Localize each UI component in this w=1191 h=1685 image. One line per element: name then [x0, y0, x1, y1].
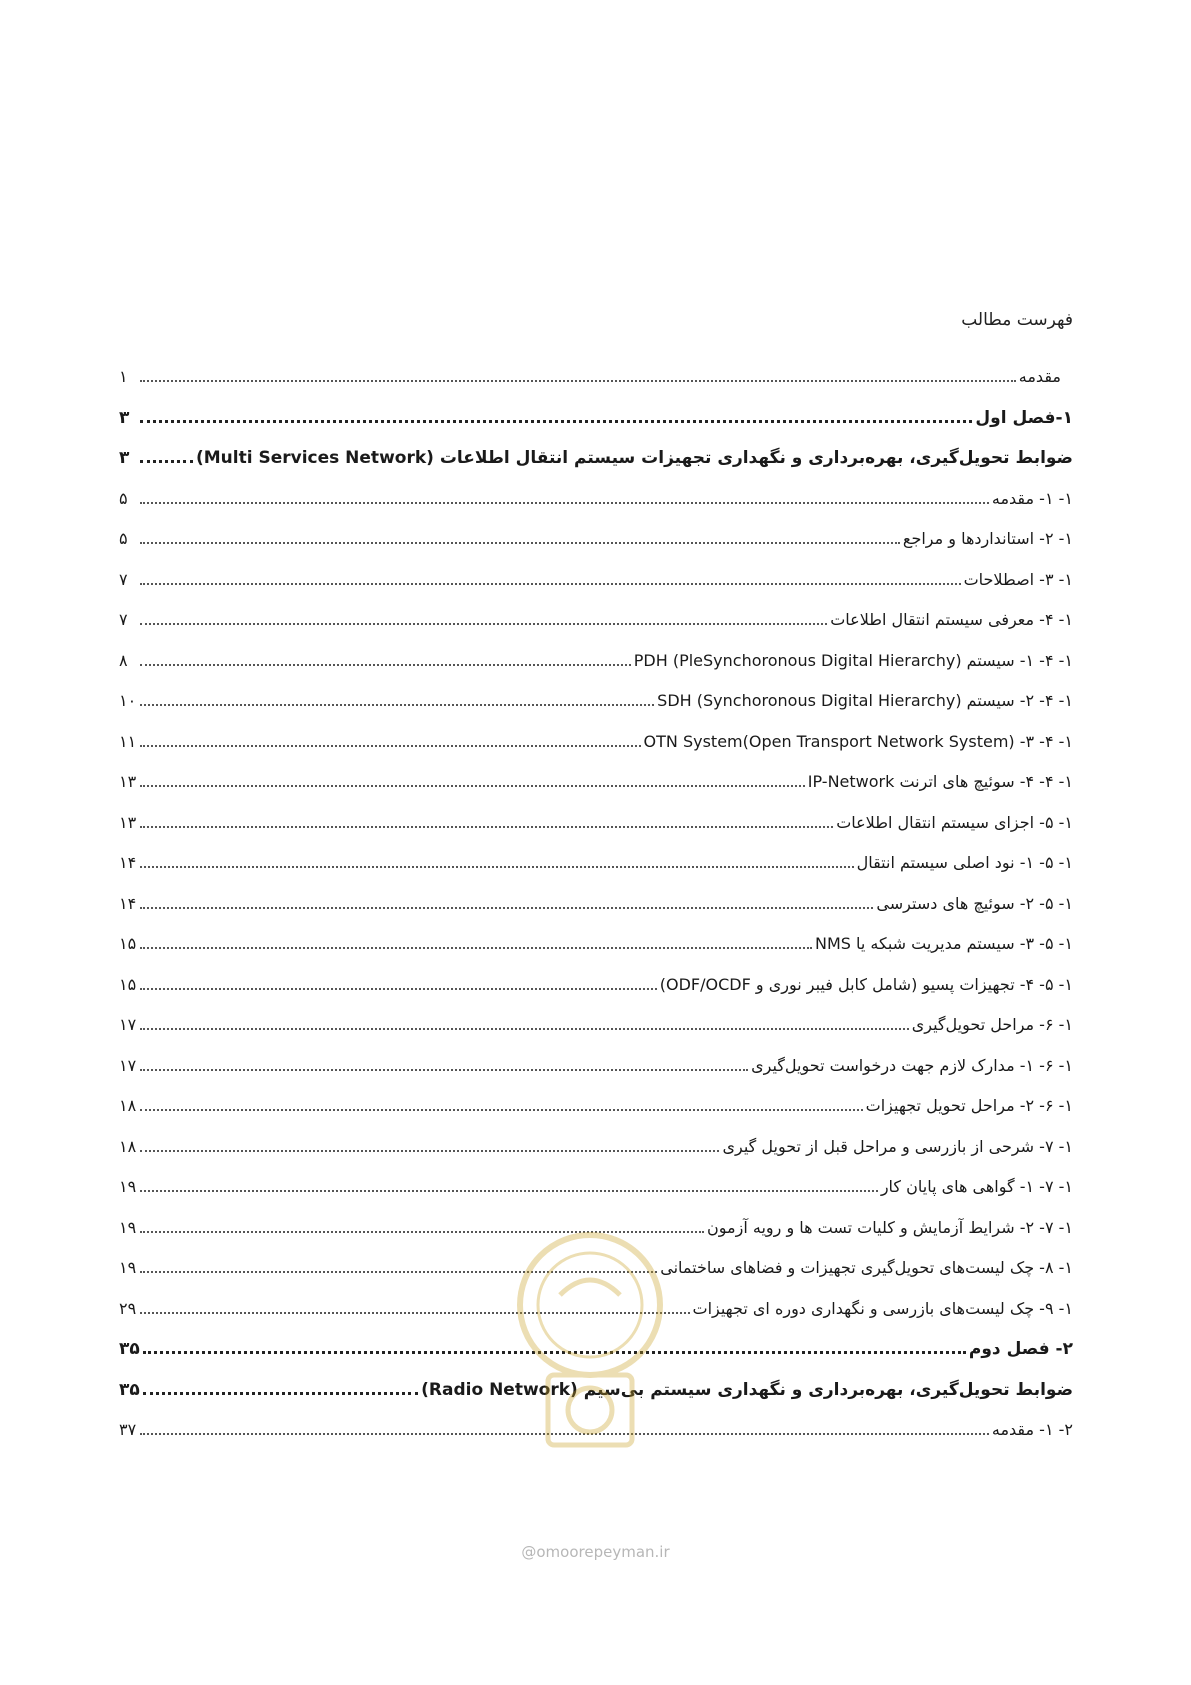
toc-entry-label: ۱- ۴- ۳- OTN System(Open Transport Network System): [643, 731, 1073, 751]
toc-entry[interactable]: [119, 397, 1073, 429]
toc-entry[interactable]: [119, 964, 1073, 996]
toc-entry-page-number: ۱۰: [119, 691, 137, 710]
toc-entry-label: ۱- ۶- ۲- مراحل تحویل تجهیزات: [865, 1096, 1073, 1115]
toc-entry[interactable]: [119, 599, 1073, 631]
dot-leader: [140, 826, 833, 828]
toc-entry-label: ۱- ۸- چک لیست‌های تحویل‌گیری تجهیزات و فضاهای ساختمانی: [660, 1258, 1073, 1277]
dot-leader: [140, 542, 900, 544]
toc-entry-page-number: ۱۳: [119, 812, 137, 832]
toc-entry[interactable]: [119, 1045, 1073, 1077]
toc-entry-label: ۱- ۴- ۴- سوئیچ های اترنت IP-Network: [807, 772, 1073, 791]
dot-leader: [140, 1028, 909, 1030]
toc-entry-page-number: ۲۹: [119, 1298, 137, 1318]
dot-leader: [140, 1150, 719, 1152]
toc-entry[interactable]: [119, 802, 1073, 834]
toc-entry-page-number: ۱۳: [119, 772, 137, 791]
toc-entry[interactable]: [119, 1166, 1073, 1198]
toc-entry-label: ۱- ۵- ۲- سوئیچ های دسترسی: [876, 893, 1073, 913]
toc-entry[interactable]: [119, 640, 1073, 672]
toc-entry[interactable]: [119, 356, 1073, 388]
dot-leader: [140, 988, 657, 990]
toc-entry-page-number: ۱۵: [119, 974, 137, 994]
toc-entry-label: ضوابط تحویل‌گیری، بهره‌برداری و نگهداری تجهیزات سیستم انتقال اطلاعات (Multi Services Network): [195, 448, 1073, 468]
toc-entry[interactable]: [119, 1004, 1073, 1036]
toc-entry[interactable]: [119, 761, 1073, 793]
dot-leader: [140, 1069, 748, 1071]
dot-leader: [140, 380, 1016, 382]
toc-entry-page-number: ۱۸: [119, 1136, 137, 1156]
toc-entry-page-number: ۱۸: [119, 1096, 137, 1115]
dot-leader: [140, 623, 827, 625]
toc-entry[interactable]: [119, 518, 1073, 550]
toc-entry-page-number: ۱۱: [119, 731, 137, 751]
toc-entry-page-number: ۳۵: [119, 1339, 140, 1359]
toc-entry-page-number: ۵: [119, 488, 128, 508]
toc-entry-label: ۱- ۴- ۱- سیستم PDH (PleSynchoronous Digital Hierarchy): [633, 650, 1073, 670]
dot-leader: [140, 664, 631, 666]
toc-entry-label: ۱- ۵- اجزای سیستم انتقال اطلاعات: [836, 812, 1073, 832]
toc-entry-label: ۱- ۴- معرفی سیستم انتقال اطلاعات: [830, 610, 1073, 629]
toc-entry-page-number: ۳۵: [119, 1379, 140, 1400]
toc-entry-label: ۱- ۷- شرحی از بازرسی و مراحل قبل از تحویل گیری: [722, 1136, 1073, 1156]
toc-entry-page-number: ۳: [119, 407, 130, 428]
toc-entry-page-number: ۸: [119, 650, 128, 670]
toc-entry-page-number: ۱۷: [119, 1015, 137, 1034]
toc-entry[interactable]: [119, 1126, 1073, 1158]
dot-leader: [140, 1190, 878, 1192]
toc-entry-label: ۱- ۵- ۳- سیستم مدیریت شبکه یا NMS: [814, 934, 1073, 953]
toc-entry-label: ۱- ۵- ۴- تجهیزات پسیو (شامل کابل فیبر نوری و ODF/OCDF): [659, 974, 1073, 994]
toc-entry-page-number: ۳: [119, 448, 130, 468]
toc-entry-label: ۱- ۵- ۱- نود اصلی سیستم انتقال: [856, 853, 1073, 872]
toc-entry-label: ۱- ۱- مقدمه: [991, 488, 1073, 508]
toc-entry-label: ۱- ۲- استانداردها و مراجع: [902, 529, 1073, 548]
dot-leader: [140, 420, 972, 423]
toc-entry[interactable]: [119, 721, 1073, 753]
dot-leader: [140, 785, 805, 787]
toc-entry[interactable]: [119, 842, 1073, 874]
toc-entry-label: ۱-فصل اول: [975, 407, 1073, 428]
footer-watermark: @omoorepeyman.ir: [521, 1543, 670, 1561]
toc-entry-page-number: ۱۴: [119, 853, 137, 872]
toc-entry[interactable]: [119, 559, 1073, 591]
toc-entry-label: ۱- ۷- ۱- گواهی های پایان کار: [880, 1177, 1073, 1196]
toc-entry-page-number: ۱۵: [119, 934, 137, 953]
toc-entry-page-number: ۱۹: [119, 1217, 137, 1237]
dot-leader: [140, 502, 989, 504]
toc-entry-page-number: ۵: [119, 529, 128, 548]
toc-entry-label: ۲- ۱- مقدمه: [991, 1420, 1073, 1439]
toc-entry-label: ۱- ۷- ۲- شرایط آزمایش و کلیات تست ها و رویه آزمون: [707, 1217, 1073, 1237]
toc-entry-page-number: ۳۷: [119, 1420, 137, 1439]
toc-entry-label: ۱- ۳- اصطلاحات: [963, 569, 1073, 589]
toc-entry[interactable]: [119, 680, 1073, 712]
seal-watermark-icon: [490, 1225, 690, 1455]
toc-entry-label: ۱- ۶- مراحل تحویل‌گیری: [911, 1015, 1073, 1034]
dot-leader: [140, 704, 654, 706]
dot-leader: [140, 947, 812, 949]
dot-leader: [140, 460, 193, 463]
toc-entry-label: ۱- ۴- ۲- سیستم SDH (Synchoronous Digital Hierarchy): [657, 691, 1073, 710]
dot-leader: [140, 907, 873, 909]
dot-leader: [140, 583, 961, 585]
dot-leader: [140, 1109, 863, 1111]
toc-entry[interactable]: [119, 1085, 1073, 1117]
toc-entry-label: ۱- ۶- ۱- مدارک لازم جهت درخواست تحویل‌گیری: [751, 1055, 1073, 1075]
toc-entry-page-number: ۷: [119, 610, 128, 629]
toc-entry[interactable]: [119, 923, 1073, 955]
toc-entry-page-number: ۷: [119, 569, 128, 589]
toc-entry-label: ضوابط تحویل‌گیری، بهره‌برداری و نگهداری سیستم بی‌سیم (Radio Network): [421, 1379, 1073, 1400]
dot-leader: [140, 866, 854, 868]
toc-entry-page-number: ۱۴: [119, 893, 137, 913]
toc-entry-label: ۱- ۹- چک لیست‌های بازرسی و نگهداری دوره ای تجهیزات: [692, 1298, 1073, 1318]
toc-entry[interactable]: [119, 437, 1073, 469]
toc-entry-page-number: ۱۹: [119, 1258, 137, 1277]
toc-entry[interactable]: [119, 478, 1073, 510]
toc-entry-page-number: ۱: [119, 367, 128, 386]
toc-entry-page-number: ۱۷: [119, 1055, 137, 1075]
toc-entry-label: ۲- فصل دوم: [968, 1339, 1073, 1359]
toc-title: فهرست مطالب: [961, 310, 1073, 330]
toc-entry-page-number: ۱۹: [119, 1177, 137, 1196]
toc-entry-label: مقدمه: [1018, 367, 1061, 386]
dot-leader: [140, 745, 641, 747]
dot-leader: [143, 1392, 418, 1395]
toc-entry[interactable]: [119, 883, 1073, 915]
